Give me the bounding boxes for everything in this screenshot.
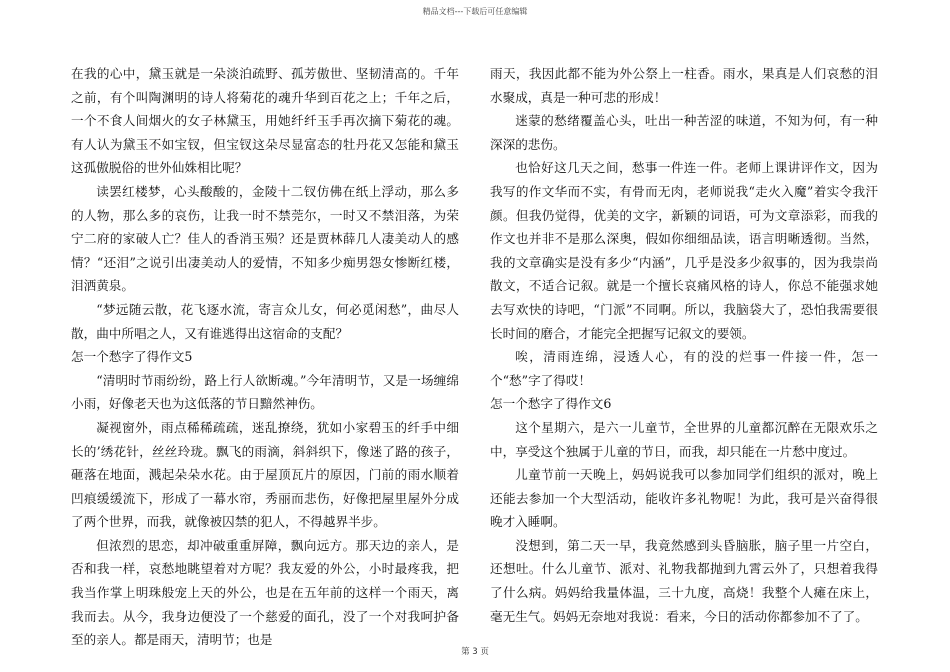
paragraph: “清明时节雨纷纷，路上行人欲断魂。”今年清明节，又是一场缠绵小雨，好像老天也为这低落的节日黯然神伤。 — [71, 372, 459, 412]
paragraph: 迷蒙的愁绪覆盖心头，吐出一种苦涩的味道，不知为何，有一种深深的悲伤。 — [490, 113, 878, 152]
page-number: 第 3 页 — [461, 647, 489, 657]
paragraph: 这个星期六，是六一儿童节，全世界的儿童都沉醉在无限欢乐之中，享受这个独属于儿童的节日，而我，却只能在一片愁中度过。 — [490, 419, 878, 459]
paragraph: 凝视窗外，雨点稀稀疏疏，迷乱撩绕，犹如小家碧玉的纤手中细长的’绣花针，丝丝玲珑。飘飞的雨滴，斜斜织下，像迷了路的孩子，砸落在地面，溅起朵朵水花。由于屋顶瓦片的原因，门前的雨水顺着凹痕缓缓流下，形成了一幕水帘，秀丽而悲伤，好像把屋里屋外分成了两个世界，而我，就像被囚禁的犯人，不得越界半步。 — [71, 419, 459, 530]
page-header: 精品文档---下载后可任意编辑 — [422, 7, 528, 16]
paragraph: 在我的心中，黛玉就是一朵淡泊疏野、孤芳傲世、坚韧清高的。千年之前，有个叫陶渊明的诗人将菊花的魂升华到百花之上；千年之后，一个不食人间烟火的女子林黛玉，用她纤纤玉手再次摘下菊花的魂。有人认为黛玉不如宝钗，但宝钗这朵尽显富态的牡丹花又怎能和黛玉这孤傲脱俗的世外仙姝相比呢？ — [71, 66, 459, 176]
left-column — [71, 62, 459, 652]
paragraph: “梦远随云散，花飞逐水流，寄言众儿女，何必觅闲愁”，曲尽人散，曲中所唱之人，又有谁逃得出这宿命的支配？ — [71, 301, 459, 341]
section-heading: 怎一个愁字了得作文5 — [71, 349, 193, 365]
paragraph: 也恰好这几天之间，愁事一件连一件。老师上课讲评作文，因为我写的作文华而不实，有骨而无肉，老师说我“走火入魔”着实令我汗颜。但我仍觉得，优美的文字，新颖的词语，可为文章添彩，而我的作文也并非不是那么深奥，假如你细细品读，语言明晰透彻。当然，我的文章确实是没有多少“内涵”，几乎是没多少叙事的，因为我崇尚散文，不适合记叙。就是一个擅长哀痛风格的诗人，你总不能强求她去写欢快的诗吧，“门派”不同啊。所以，我脑袋大了，恐怕我需要很长时间的磨合，才能完全把握写记叙文的要领。 — [490, 160, 878, 341]
paragraph: 雨天，我因此都不能为外公祭上一柱香。雨水，果真是人们哀愁的泪水聚成，真是一种可悲的形成！ — [490, 66, 878, 105]
section-heading: 怎一个愁字了得作文6 — [490, 396, 612, 412]
paragraph: 没想到，第二天一早，我竟然感到头昏脑胀，脑子里一片空白，还想吐。什么儿童节、派对、礼物我都抛到九霄云外了，只想着我得了什么病。妈妈给我量体温，三十九度，高烧！我整个人瘫在床上，毫无生气。妈妈无奈地对我说：看来，今日的活动你都参加不了了。 — [490, 537, 878, 624]
paragraph: 读罢红楼梦，心头酸酸的，金陵十二钗仿佛在纸上浮动，那么多的人物，那么多的哀伤，让我一时不禁莞尔，一时又不禁泪落，为荣宁二府的家破人亡？佳人的香消玉殒？还是贾林薛几人凄美动人的感情？“还泪”之说引出凄美动人的爱情，不知多少痴男怨女惨断红楼，泪洒黄泉。 — [71, 183, 459, 294]
paragraph: 唉，清雨连绵，浸透人心，有的没的烂事一件接一件，怎一个“愁”字了得哎！ — [490, 349, 878, 388]
paragraph: 儿童节前一天晚上，妈妈说我可以参加同学们组织的派对，晚上还能去参加一个大型活动，能收许多礼物呢！为此，我可是兴奋得很晚才入睡啊。 — [490, 467, 878, 530]
right-column — [490, 62, 878, 628]
paragraph: 但浓烈的思恋，却冲破重重屏障，飘向远方。那天边的亲人，是否和我一样，哀愁地眺望着对方呢？我友爱的外公，小时最疼我，把我当作掌上明珠般宠上天的外公，也是在五年前的这样一个雨天，离我而去。从今，我身边便没了一个慈爱的面孔，没了一个对我呵护备至的亲人。都是雨天，清明节；也是 — [71, 537, 459, 648]
